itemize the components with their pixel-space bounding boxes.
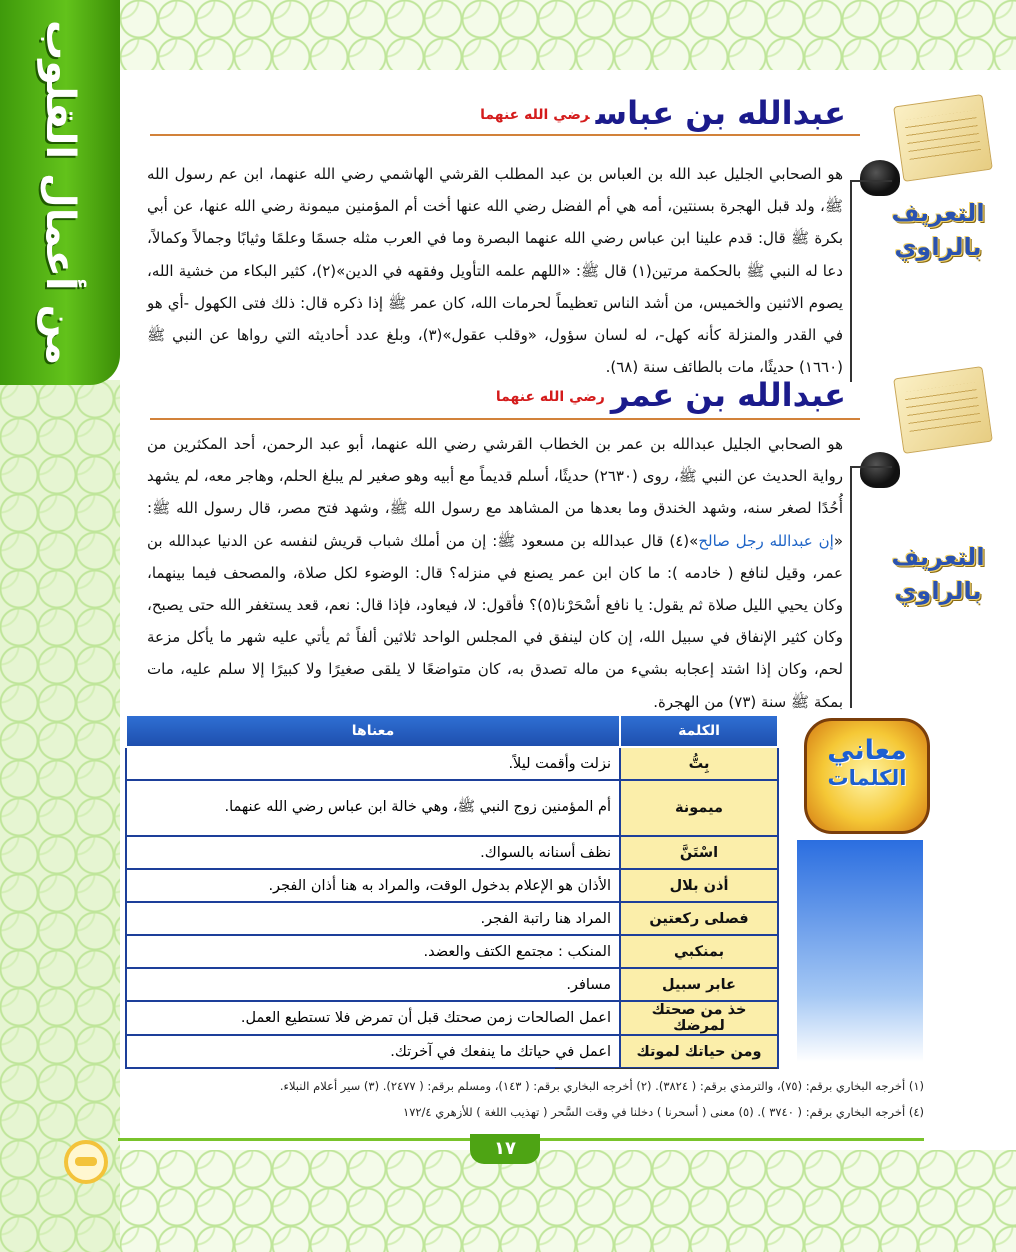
table-row	[126, 902, 778, 935]
vocab-word: بمنكبي	[620, 935, 778, 968]
table-row	[126, 869, 778, 902]
header-meaning: معناها	[126, 715, 620, 747]
footnote-line: (١) أخرجه البخاري برقم: (٧٥)، والترمذي برقم: ( ٣٨٢٤). (٢) أخرجه البخاري برقم: ( ١٤٣)، ومسلم برقم: ( ٢٤٧٧). (٣) سير أعلام النبلاء.	[279, 1079, 924, 1093]
scroll-paper-icon	[893, 94, 993, 182]
vocab-meaning: المراد هنا راتبة الفجر.	[126, 902, 620, 935]
decorative-blue-strip	[797, 840, 923, 1062]
table-row	[126, 968, 778, 1001]
narrator-label	[878, 540, 998, 608]
vocab-meaning: أم المؤمنين زوج النبي ﷺ، وهي خالة ابن عباس رضي الله عنهما.	[126, 780, 620, 836]
narrator-bio-paragraph: هو الصحابي الجليل عبد الله بن العباس بن عبد المطلب القرشي الهاشمي رضي الله عنهما، ابن عم رسول الله ﷺ، ولد قبل الهجرة بسنتين، أمه هي أم الفضل رضي الله عنها أخت أم المؤمنين ميمونة رضي الله عنها، عن أبي بكرة ﷺ قال: قدم علينا ابن عباس رضي الله عنهما البصرة وما في العرب مثله جسمًا وعلمًا وثيابًا وجمالاً وكمالاً، دعا له النبي ﷺ بالحكمة مرتين(١) قال ﷺ: «اللهم علمه التأويل وفقهه في الدين»(٢)، كثير البكاء من خشية الله، يصوم الاثنين والخميس، من أشد الناس تعظيماً لحرمات الله، كان عمر ﷺ إذا ذكره قال: ذلك فتى الكهول -أي هو في القدر والمنزلة كأنه كهل-، له لسان سؤول، «وقلب عقول»(٣)، وبلغ عدد أحاديثه التي رواها عن النبي ﷺ (١٦٦٠) حديثًا، مات بالطائف سنة (٦٨).	[147, 165, 843, 377]
section-title-text: عبدالله بن عمر	[610, 376, 846, 414]
left-pattern-band	[0, 380, 120, 1252]
title-underline	[150, 134, 860, 136]
vocab-meaning: نظف أسنانه بالسواك.	[126, 836, 620, 869]
table-row	[126, 1001, 778, 1035]
vocab-word: فصلى ركعتين	[620, 902, 778, 935]
vocab-word: عابر سبيل	[620, 968, 778, 1001]
vocab-word: خذ من صحتك لمرضك	[620, 1001, 778, 1035]
table-row	[126, 780, 778, 836]
table-row	[126, 747, 778, 780]
vocab-meaning: اعمل في حياتك ما ينفعك في آخرتك.	[126, 1035, 620, 1068]
vocab-meaning: مسافر.	[126, 968, 620, 1001]
vocab-meaning: نزلت وأقمت ليلاً.	[126, 747, 620, 780]
publisher-logo-icon	[64, 1140, 108, 1184]
narrator-label-line1: التعريف	[891, 543, 985, 571]
book-title: من أعمال القلوب	[37, 20, 83, 366]
table-row	[126, 836, 778, 869]
vocab-meaning: اعمل الصالحات زمن صحتك قبل أن تمرض فلا تستطيع العمل.	[126, 1001, 620, 1035]
title-underline	[150, 418, 860, 420]
hadith-quote: إن عبدالله رجل صالح	[698, 531, 834, 550]
section-title	[496, 376, 846, 414]
vocab-badge-line2: الكلمات	[827, 766, 907, 790]
section-title	[480, 94, 846, 132]
side-banner	[0, 0, 120, 385]
narrator-bio-paragraph	[147, 428, 843, 718]
vocab-word: بِتُّ	[620, 747, 778, 780]
vocab-table	[125, 714, 779, 1069]
vocab-badge-line1: معاني	[827, 735, 907, 766]
vocab-word: ومن حياتك لموتك	[620, 1035, 778, 1068]
honorific: رضي الله عنهما	[495, 389, 605, 405]
scroll-paper-icon	[893, 366, 993, 454]
table-row	[126, 1035, 778, 1068]
vocab-word: ميمونة	[620, 780, 778, 836]
table-row	[126, 935, 778, 968]
narrator-label-line1: التعريف	[891, 199, 985, 227]
vocab-badge	[804, 718, 930, 834]
vocab-word: أذن بلال	[620, 869, 778, 902]
footnote-line: (٤) أخرجه البخاري برقم: ( ٣٧٤٠ ). (٥) معنى ( أسحرنا ) دخلنا في وقت السَّحر ( تهذيب اللغة ) للأزهري ١٧٢/٤	[403, 1105, 924, 1119]
bottom-pattern-band	[120, 1150, 1016, 1252]
vocab-meaning: المنكب : مجتمع الكتف والعضد.	[126, 935, 620, 968]
top-pattern-band	[120, 0, 1016, 70]
bio-text-part: »(٤) قال عبدالله بن مسعود ﷺ: إن من أملك شباب قريش لنفسه عن الدنيا عبدالله بن عمر، وقيل لنافع ( خادمه ): ما كان ابن عمر يصنع في منزله؟ قال: الوضوء لكل صلاة، والمصحف فيما بينهما، وكان يحيي الليل صلاة ثم يقول: يا نافع أسْحَرْنا(٥)؟ فأقول: لا، فيعاود، فإذا قال: نعم، قعد يستغفر الله حتى يصبح، وكان كثير الإنفاق في سبيل الله، إن كان لينفق في المجلس الواحد ثلاثين ألفاً ثم يأتي عليه شهر ما يأكل مزعة لحم، وكان إذا اشتد إعجابه بشيء من ماله تصدق به، كان متواضعًا لا يلقى صغيرًا ولا كبيرًا إلا سلم عليه، مات بمكة ﷺ سنة (٧٣) من الهجرة.	[147, 531, 843, 711]
section-title-text: عبدالله بن عباس	[595, 94, 846, 132]
bio-text-part: هو الصحابي الجليل عبدالله بن عمر بن الخطاب القرشي رضي الله عنهما، أبو عبد الرحمن، أحد المكثرين من رواية الحديث عن النبي ﷺ، روى (٢٦٣٠) حديثًا، أسلم قديماً مع أبيه وهو صغير لم يبلغ الحلم، وهاجر معه، لم يشهد أُحُدًا لصغر سنه، وشهد الخندق وما بعدها من المشاهد مع رسول الله ﷺ، وشهد فتح مصر، قال رسول الله ﷺ: «	[147, 435, 844, 550]
vocab-meaning: الأذان هو الإعلام بدخول الوقت، والمراد به هنا أذان الفجر.	[126, 869, 620, 902]
honorific: رضي الله عنهما	[480, 107, 590, 123]
narrator-label	[878, 196, 998, 264]
footnote-rule	[555, 1068, 777, 1069]
table-header-row	[126, 715, 778, 747]
vocab-word: اسْتَنَّ	[620, 836, 778, 869]
page-number: ١٧	[470, 1134, 540, 1164]
narrator-label-line2: بالراوي	[894, 233, 982, 261]
narrator-label-line2: بالراوي	[894, 577, 982, 605]
header-word: الكلمة	[620, 715, 778, 747]
